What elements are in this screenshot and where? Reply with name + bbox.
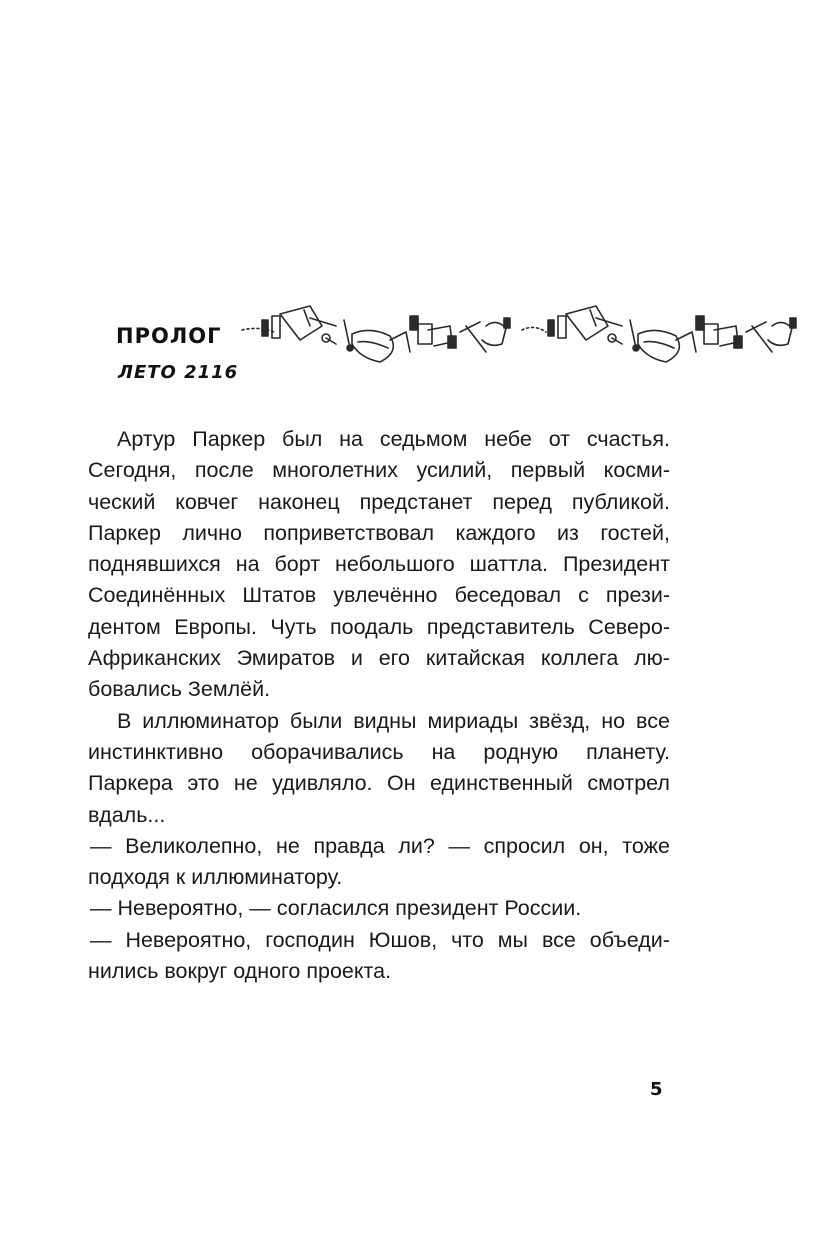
- chapter-title: ПРОЛОГ: [116, 324, 222, 348]
- text-line: ческий ковчег наконец предстанет перед публикой.: [88, 489, 670, 514]
- space-tools-ornament-icon: [240, 296, 800, 368]
- page-number: 5: [650, 1079, 663, 1100]
- body-text: [88, 424, 670, 987]
- text-line: Паркер лично поприветствовал каждого из гостей,: [88, 520, 670, 545]
- chapter-subtitle: ЛЕТО 2116: [118, 362, 239, 383]
- text-line: Паркера это не удивляло. Он единственный смотрел: [88, 771, 670, 796]
- text-line: Африканских Эмиратов и его китайская коллега лю-: [88, 646, 670, 671]
- text-line: Сегодня, после многолетних усилий, первый косми-: [88, 458, 670, 483]
- text-line: инстинктивно оборачивались на родную планету.: [88, 739, 670, 764]
- text-line: — Невероятно, — согласился президент России.: [90, 896, 582, 921]
- text-line: В иллюминатор были видны мириады звёзд, но все: [117, 708, 670, 733]
- text-line: подходя к иллюминатору.: [88, 865, 343, 890]
- text-line: вдаль...: [88, 802, 166, 827]
- text-line: поднявшихся на борт небольшого шаттла. Президент: [88, 552, 670, 577]
- text-line: — Невероятно, господин Юшов, что мы все объеди-: [90, 927, 670, 952]
- text-line: — Великолепно, не правда ли? — спросил он, тоже: [90, 833, 670, 858]
- text-line: бовались Землёй.: [88, 677, 271, 702]
- text-line: нились вокруг одного проекта.: [88, 959, 392, 984]
- text-line: Артур Паркер был на седьмом небе от счастья.: [117, 427, 670, 451]
- text-line: Соединённых Штатов увлечённо беседовал с прези-: [88, 583, 670, 608]
- text-line: дентом Европы. Чуть поодаль представитель Северо-: [88, 614, 670, 639]
